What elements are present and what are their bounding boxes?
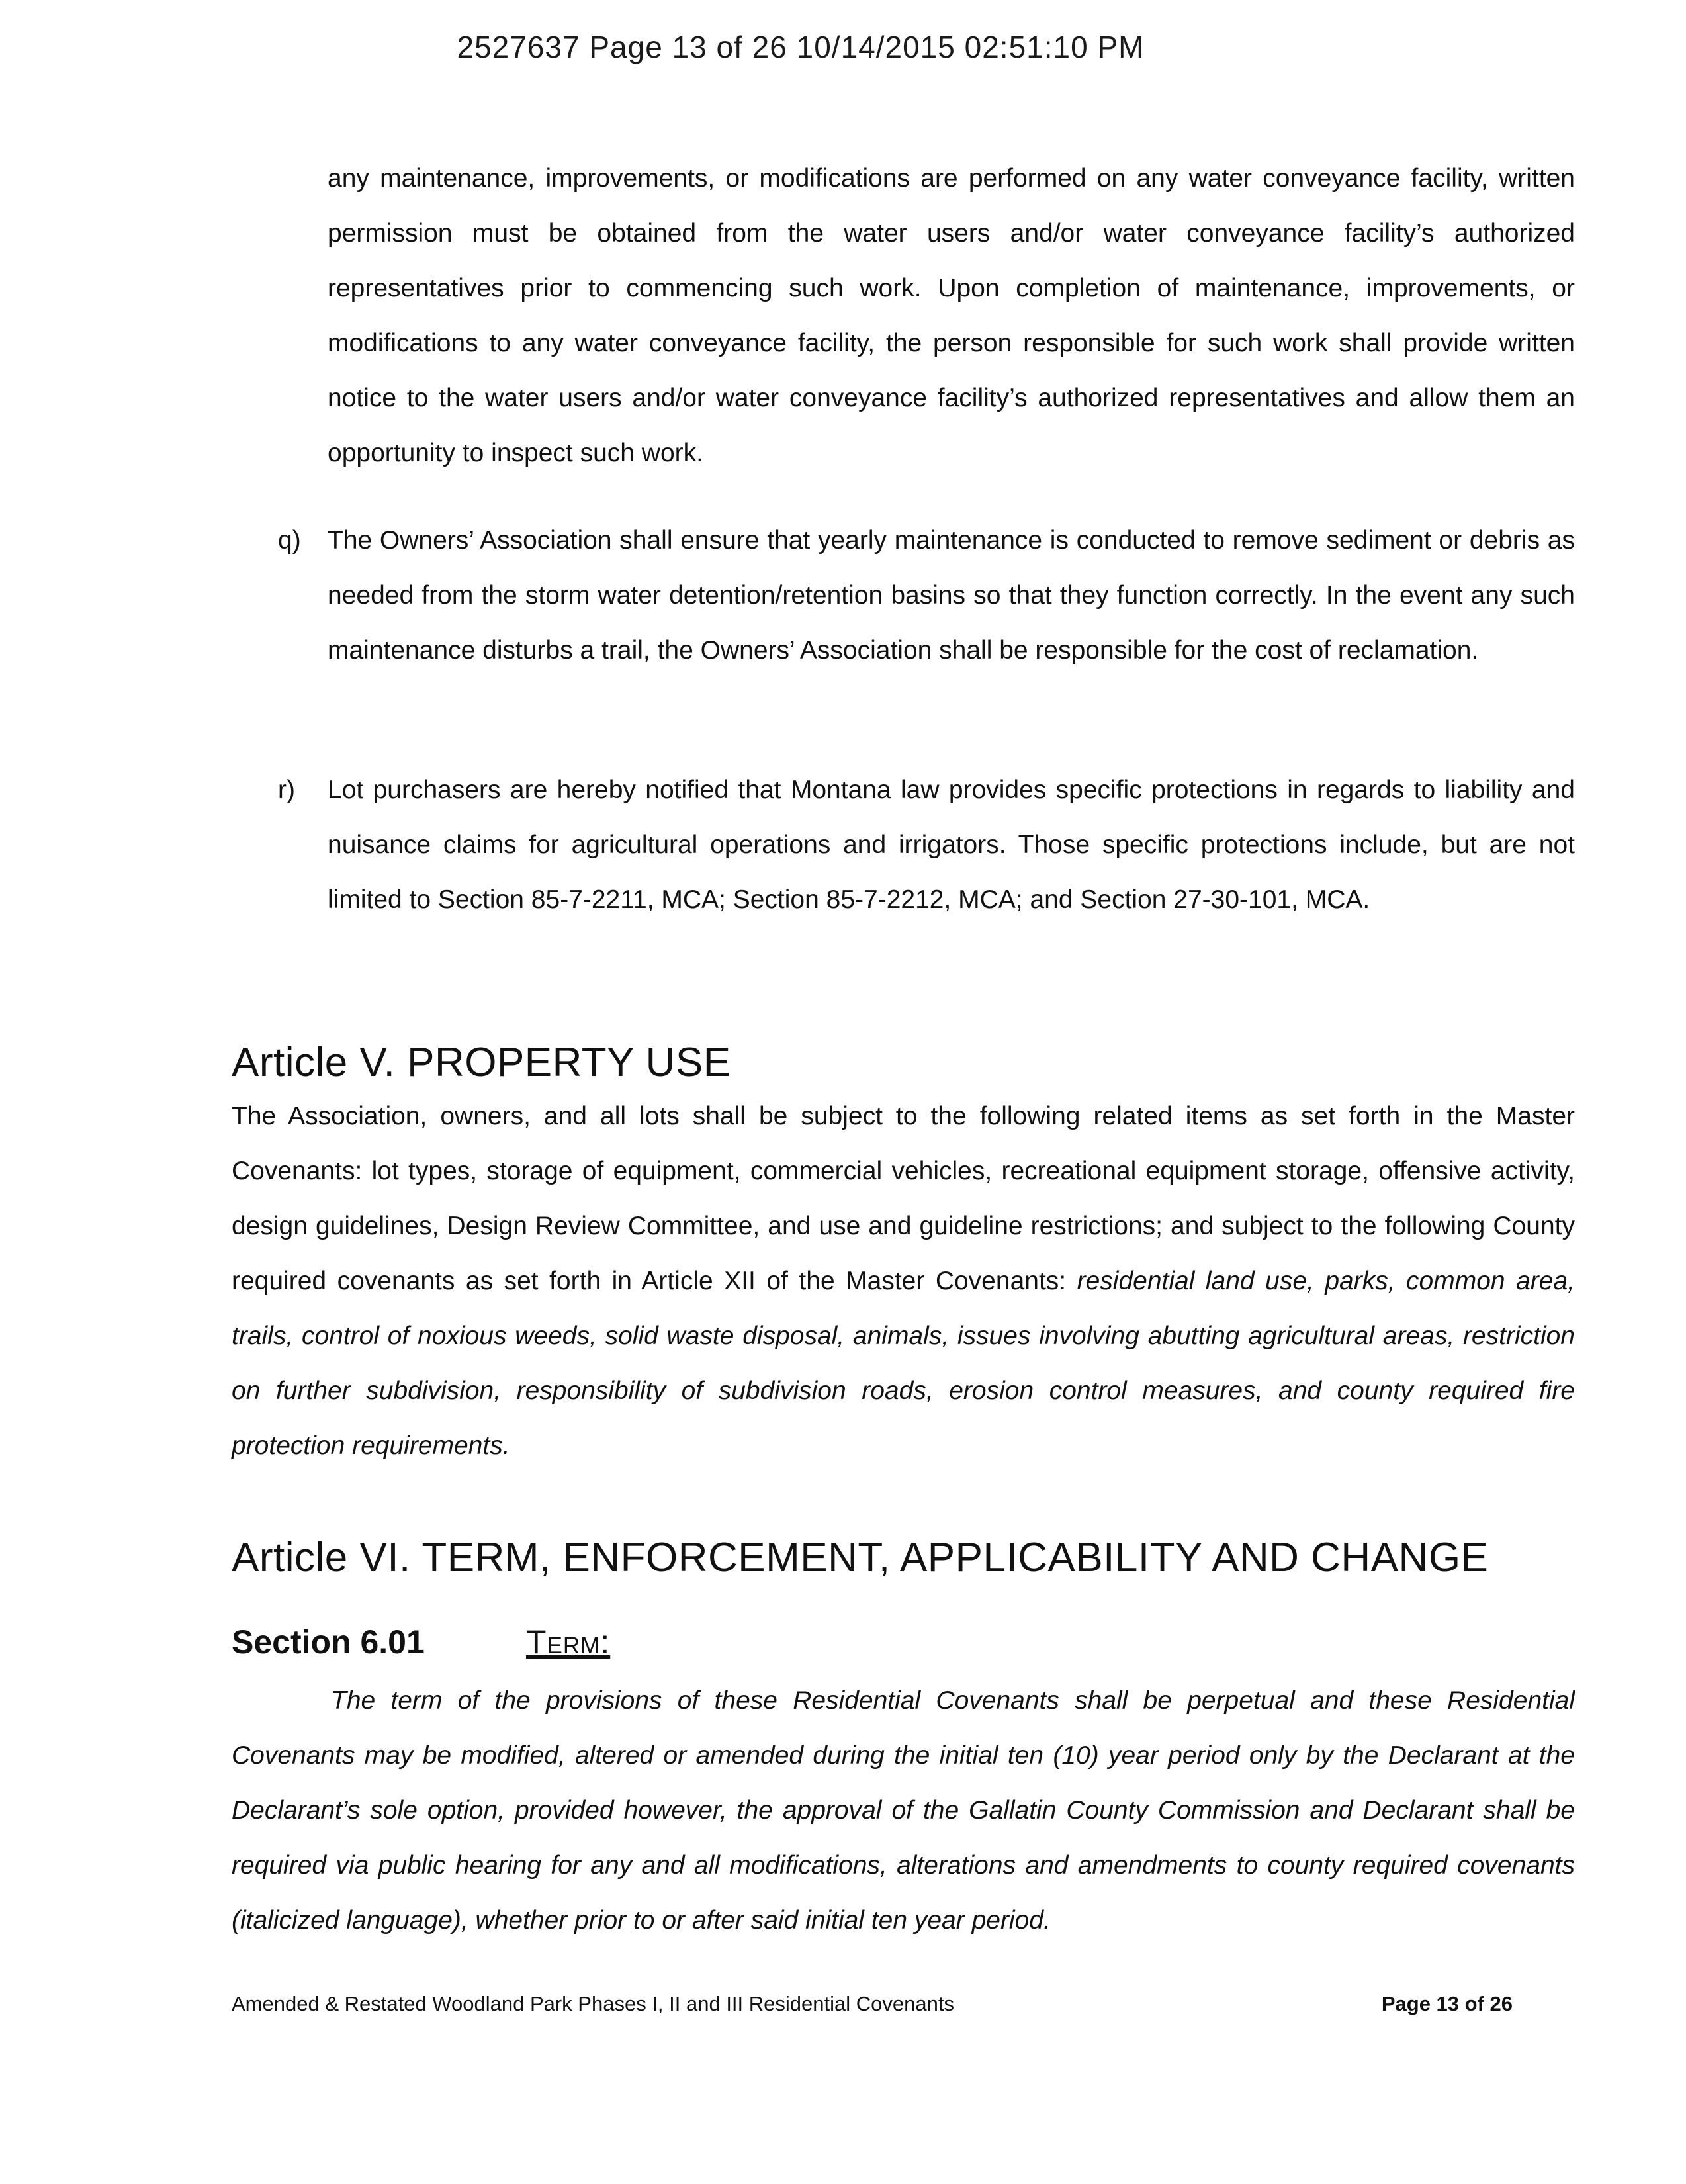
article-v-county-covenants: residential land use, parks, common area, trails, control of noxious weeds, solid waste disposal, animals, issues involving abutting agricultural areas, restriction on further subdivision, responsibility of subdivision roads, erosion control measures, and county required fire protection requirements. <box>232 1267 1575 1460</box>
section-number: Section 6.01 <box>232 1623 425 1661</box>
list-item-text: The Owners’ Association shall ensure that yearly maintenance is conducted to remove sediment or debris as needed from the storm water detention/retention basins so that they function correctly. In the event any such maintenance disturbs a trail, the Owners’ Association shall be responsible for the cost of reclamation. <box>328 526 1575 664</box>
footer-page-number: Page 13 of 26 <box>1381 1992 1513 2015</box>
footer-document-title: Amended & Restated Woodland Park Phases I, II and III Residential Covenants <box>232 1992 954 2015</box>
article-vi-heading: Article VI. TERM, ENFORCEMENT, APPLICABILITY AND CHANGE <box>232 1535 1489 1580</box>
list-item-letter: r) <box>278 776 295 804</box>
section-6-01-heading <box>232 1623 611 1661</box>
section-title: Term: <box>526 1623 611 1661</box>
continuation-paragraph: any maintenance, improvements, or modifications are performed on any water conveyance facility, written permission must be obtained from the water users and/or water conveyance facility’s authorized representatives prior to commencing such work. Upon completion of maintenance, improvements, or modifications to any water conveyance facility, the person responsible for such work shall provide written notice to the water users and/or water conveyance facility’s authorized representatives and allow them an opportunity to inspect such work. <box>328 164 1575 467</box>
article-v-heading: Article V. PROPERTY USE <box>232 1040 731 1085</box>
list-item-text: Lot purchasers are hereby notified that Montana law provides specific protections in regards to liability and nuisance claims for agricultural operations and irrigators. Those specific protections include, but are not limited to Section 85-7-2211, MCA; Section 85-7-2212, MCA; and Section 27-30-101, MCA. <box>328 776 1575 914</box>
recording-stamp: 2527637 Page 13 of 26 10/14/2015 02:51:10 PM <box>457 30 1145 64</box>
list-item-letter: q) <box>278 526 301 555</box>
article-v-body <box>232 1089 1575 1473</box>
article-v-text: The Association, owners, and all lots shall be subject to the following related items as set forth in the Master Covenants: lot types, storage of equipment, commercial vehicles, recreational equipment storage, offensive activity, design guidelines, Design Review Committee, and use and guideline restrictions; and subject to the following County required covenants as set forth in Article XII of the Master Covenants: <box>232 1102 1575 1295</box>
section-6-01-text: The term of the provisions of these Residential Covenants shall be perpetual and these Residential Covenants may be modified, altered or amended during the initial ten (10) year period only by the Declarant at the Declarant’s sole option, provided however, the approval of the Gallatin County Commission and Declarant shall be required via public hearing for any and all modifications, alterations and amendments to county required covenants (italicized language), whether prior to or after said initial ten year period. <box>232 1686 1575 1934</box>
